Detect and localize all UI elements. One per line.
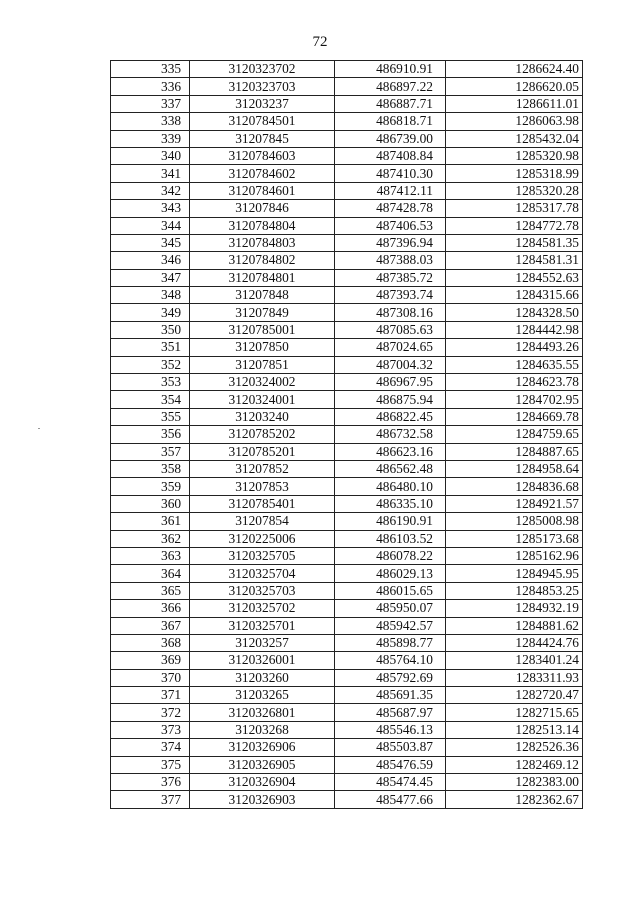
x-coordinate-cell: 486078.22: [335, 547, 446, 564]
point-code-cell: 31207852: [190, 460, 335, 477]
y-coordinate-cell: 1284424.76: [446, 634, 583, 651]
x-coordinate-cell: 487085.63: [335, 321, 446, 338]
x-coordinate-cell: 485476.59: [335, 756, 446, 773]
point-code-cell: 31207846: [190, 200, 335, 217]
y-coordinate-cell: 1284702.95: [446, 391, 583, 408]
y-coordinate-cell: 1284552.63: [446, 269, 583, 286]
x-coordinate-cell: 487412.11: [335, 182, 446, 199]
table-row: [111, 200, 583, 217]
y-coordinate-cell: 1285432.04: [446, 130, 583, 147]
row-number-cell: 336: [111, 78, 190, 95]
row-number-cell: 335: [111, 61, 190, 78]
row-number-cell: 340: [111, 147, 190, 164]
table-row: [111, 739, 583, 756]
row-number-cell: 366: [111, 600, 190, 617]
x-coordinate-cell: 487396.94: [335, 234, 446, 251]
y-coordinate-cell: 1285318.99: [446, 165, 583, 182]
table-row: [111, 547, 583, 564]
table-row: [111, 617, 583, 634]
point-code-cell: 31207850: [190, 339, 335, 356]
point-code-cell: 3120325701: [190, 617, 335, 634]
row-number-cell: 351: [111, 339, 190, 356]
table-row: [111, 78, 583, 95]
row-number-cell: 353: [111, 374, 190, 391]
x-coordinate-cell: 487388.03: [335, 252, 446, 269]
x-coordinate-cell: 487385.72: [335, 269, 446, 286]
point-code-cell: 31207853: [190, 478, 335, 495]
table-row: [111, 147, 583, 164]
coordinates-table: [110, 60, 583, 809]
table-row: [111, 774, 583, 791]
point-code-cell: 3120784603: [190, 147, 335, 164]
row-number-cell: 369: [111, 652, 190, 669]
y-coordinate-cell: 1284493.26: [446, 339, 583, 356]
row-number-cell: 345: [111, 234, 190, 251]
x-coordinate-cell: 486103.52: [335, 530, 446, 547]
point-code-cell: 3120784501: [190, 113, 335, 130]
row-number-cell: 355: [111, 408, 190, 425]
table-row: [111, 426, 583, 443]
row-number-cell: 377: [111, 791, 190, 808]
point-code-cell: 3120784801: [190, 269, 335, 286]
x-coordinate-cell: 485950.07: [335, 600, 446, 617]
point-code-cell: 3120225006: [190, 530, 335, 547]
x-coordinate-cell: 487408.84: [335, 147, 446, 164]
row-number-cell: 338: [111, 113, 190, 130]
row-number-cell: 374: [111, 739, 190, 756]
table-row: [111, 374, 583, 391]
x-coordinate-cell: 486887.71: [335, 95, 446, 112]
point-code-cell: 3120326001: [190, 652, 335, 669]
x-coordinate-cell: 487393.74: [335, 287, 446, 304]
row-number-cell: 337: [111, 95, 190, 112]
point-code-cell: 3120784802: [190, 252, 335, 269]
x-coordinate-cell: 485691.35: [335, 687, 446, 704]
point-code-cell: 3120325703: [190, 582, 335, 599]
point-code-cell: 3120324001: [190, 391, 335, 408]
x-coordinate-cell: 486739.00: [335, 130, 446, 147]
table-row: [111, 287, 583, 304]
table-row: [111, 582, 583, 599]
point-code-cell: 31203257: [190, 634, 335, 651]
row-number-cell: 350: [111, 321, 190, 338]
y-coordinate-cell: 1285173.68: [446, 530, 583, 547]
y-coordinate-cell: 1284669.78: [446, 408, 583, 425]
x-coordinate-cell: 486910.91: [335, 61, 446, 78]
table-row: [111, 130, 583, 147]
row-number-cell: 343: [111, 200, 190, 217]
point-code-cell: 3120325702: [190, 600, 335, 617]
point-code-cell: 3120785202: [190, 426, 335, 443]
row-number-cell: 376: [111, 774, 190, 791]
table-row: [111, 756, 583, 773]
x-coordinate-cell: 486335.10: [335, 495, 446, 512]
y-coordinate-cell: 1285320.28: [446, 182, 583, 199]
y-coordinate-cell: 1286620.05: [446, 78, 583, 95]
x-coordinate-cell: 487428.78: [335, 200, 446, 217]
y-coordinate-cell: 1284958.64: [446, 460, 583, 477]
coordinates-table-body: [111, 61, 583, 809]
row-number-cell: 360: [111, 495, 190, 512]
y-coordinate-cell: 1284853.25: [446, 582, 583, 599]
y-coordinate-cell: 1282715.65: [446, 704, 583, 721]
x-coordinate-cell: 487024.65: [335, 339, 446, 356]
y-coordinate-cell: 1282720.47: [446, 687, 583, 704]
x-coordinate-cell: 485474.45: [335, 774, 446, 791]
point-code-cell: 3120326904: [190, 774, 335, 791]
point-code-cell: 31207849: [190, 304, 335, 321]
y-coordinate-cell: 1283401.24: [446, 652, 583, 669]
row-number-cell: 347: [111, 269, 190, 286]
x-coordinate-cell: 485477.66: [335, 791, 446, 808]
table-row: [111, 182, 583, 199]
y-coordinate-cell: 1286611.01: [446, 95, 583, 112]
table-row: [111, 704, 583, 721]
x-coordinate-cell: 486967.95: [335, 374, 446, 391]
table-row: [111, 339, 583, 356]
x-coordinate-cell: 486897.22: [335, 78, 446, 95]
y-coordinate-cell: 1284581.31: [446, 252, 583, 269]
row-number-cell: 344: [111, 217, 190, 234]
x-coordinate-cell: 486029.13: [335, 565, 446, 582]
x-coordinate-cell: 486818.71: [335, 113, 446, 130]
row-number-cell: 346: [111, 252, 190, 269]
point-code-cell: 3120323703: [190, 78, 335, 95]
point-code-cell: 31207845: [190, 130, 335, 147]
y-coordinate-cell: 1285162.96: [446, 547, 583, 564]
row-number-cell: 367: [111, 617, 190, 634]
table-row: [111, 321, 583, 338]
row-number-cell: 370: [111, 669, 190, 686]
y-coordinate-cell: 1283311.93: [446, 669, 583, 686]
point-code-cell: 31203237: [190, 95, 335, 112]
table-row: [111, 61, 583, 78]
x-coordinate-cell: 486875.94: [335, 391, 446, 408]
y-coordinate-cell: 1282383.00: [446, 774, 583, 791]
point-code-cell: 3120325704: [190, 565, 335, 582]
x-coordinate-cell: 485792.69: [335, 669, 446, 686]
row-number-cell: 361: [111, 513, 190, 530]
row-number-cell: 372: [111, 704, 190, 721]
y-coordinate-cell: 1284581.35: [446, 234, 583, 251]
y-coordinate-cell: 1284945.95: [446, 565, 583, 582]
row-number-cell: 359: [111, 478, 190, 495]
point-code-cell: 3120785401: [190, 495, 335, 512]
y-coordinate-cell: 1284623.78: [446, 374, 583, 391]
y-coordinate-cell: 1282526.36: [446, 739, 583, 756]
table-row: [111, 234, 583, 251]
y-coordinate-cell: 1284772.78: [446, 217, 583, 234]
y-coordinate-cell: 1284315.66: [446, 287, 583, 304]
point-code-cell: 3120784803: [190, 234, 335, 251]
table-row: [111, 513, 583, 530]
table-row: [111, 721, 583, 738]
row-number-cell: 356: [111, 426, 190, 443]
point-code-cell: 3120784602: [190, 165, 335, 182]
row-number-cell: 357: [111, 443, 190, 460]
point-code-cell: 31203265: [190, 687, 335, 704]
x-coordinate-cell: 487406.53: [335, 217, 446, 234]
table-row: [111, 113, 583, 130]
point-code-cell: 3120784804: [190, 217, 335, 234]
table-row: [111, 460, 583, 477]
row-number-cell: 368: [111, 634, 190, 651]
row-number-cell: 371: [111, 687, 190, 704]
x-coordinate-cell: 486015.65: [335, 582, 446, 599]
x-coordinate-cell: 486822.45: [335, 408, 446, 425]
y-coordinate-cell: 1284887.65: [446, 443, 583, 460]
y-coordinate-cell: 1284881.62: [446, 617, 583, 634]
table-row: [111, 669, 583, 686]
table-row: [111, 408, 583, 425]
row-number-cell: 348: [111, 287, 190, 304]
table-row: [111, 356, 583, 373]
x-coordinate-cell: 485687.97: [335, 704, 446, 721]
table-row: [111, 634, 583, 651]
table-row: [111, 791, 583, 808]
table-row: [111, 391, 583, 408]
row-number-cell: 341: [111, 165, 190, 182]
row-number-cell: 362: [111, 530, 190, 547]
point-code-cell: 3120326801: [190, 704, 335, 721]
point-code-cell: 31207851: [190, 356, 335, 373]
row-number-cell: 349: [111, 304, 190, 321]
point-code-cell: 3120326905: [190, 756, 335, 773]
table-row: [111, 652, 583, 669]
x-coordinate-cell: 486623.16: [335, 443, 446, 460]
x-coordinate-cell: 486562.48: [335, 460, 446, 477]
row-number-cell: 354: [111, 391, 190, 408]
row-number-cell: 363: [111, 547, 190, 564]
table-row: [111, 217, 583, 234]
y-coordinate-cell: 1284328.50: [446, 304, 583, 321]
point-code-cell: 3120326906: [190, 739, 335, 756]
row-number-cell: 365: [111, 582, 190, 599]
row-number-cell: 352: [111, 356, 190, 373]
page-number: 72: [312, 34, 328, 50]
y-coordinate-cell: 1284635.55: [446, 356, 583, 373]
table-row: [111, 95, 583, 112]
row-number-cell: 375: [111, 756, 190, 773]
point-code-cell: 3120324002: [190, 374, 335, 391]
row-number-cell: 339: [111, 130, 190, 147]
margin-speck: [38, 428, 40, 429]
point-code-cell: 3120785201: [190, 443, 335, 460]
y-coordinate-cell: 1284921.57: [446, 495, 583, 512]
table-row: [111, 269, 583, 286]
x-coordinate-cell: 486480.10: [335, 478, 446, 495]
x-coordinate-cell: 485546.13: [335, 721, 446, 738]
point-code-cell: 31207848: [190, 287, 335, 304]
table-row: [111, 600, 583, 617]
row-number-cell: 364: [111, 565, 190, 582]
x-coordinate-cell: 486732.58: [335, 426, 446, 443]
y-coordinate-cell: 1282362.67: [446, 791, 583, 808]
y-coordinate-cell: 1282513.14: [446, 721, 583, 738]
row-number-cell: 373: [111, 721, 190, 738]
table-row: [111, 443, 583, 460]
y-coordinate-cell: 1286624.40: [446, 61, 583, 78]
point-code-cell: 3120325705: [190, 547, 335, 564]
point-code-cell: 31207854: [190, 513, 335, 530]
y-coordinate-cell: 1285317.78: [446, 200, 583, 217]
y-coordinate-cell: 1286063.98: [446, 113, 583, 130]
x-coordinate-cell: 487410.30: [335, 165, 446, 182]
table-row: [111, 252, 583, 269]
x-coordinate-cell: 485942.57: [335, 617, 446, 634]
point-code-cell: 3120784601: [190, 182, 335, 199]
x-coordinate-cell: 485764.10: [335, 652, 446, 669]
x-coordinate-cell: 485898.77: [335, 634, 446, 651]
x-coordinate-cell: 485503.87: [335, 739, 446, 756]
x-coordinate-cell: 487308.16: [335, 304, 446, 321]
x-coordinate-cell: 486190.91: [335, 513, 446, 530]
x-coordinate-cell: 487004.32: [335, 356, 446, 373]
point-code-cell: 3120323702: [190, 61, 335, 78]
y-coordinate-cell: 1284442.98: [446, 321, 583, 338]
row-number-cell: 342: [111, 182, 190, 199]
point-code-cell: 31203260: [190, 669, 335, 686]
y-coordinate-cell: 1284932.19: [446, 600, 583, 617]
table-row: [111, 495, 583, 512]
point-code-cell: 31203240: [190, 408, 335, 425]
table-row: [111, 165, 583, 182]
table-row: [111, 687, 583, 704]
y-coordinate-cell: 1284759.65: [446, 426, 583, 443]
point-code-cell: 31203268: [190, 721, 335, 738]
row-number-cell: 358: [111, 460, 190, 477]
point-code-cell: 3120326903: [190, 791, 335, 808]
table-row: [111, 565, 583, 582]
point-code-cell: 3120785001: [190, 321, 335, 338]
table-row: [111, 478, 583, 495]
y-coordinate-cell: 1285008.98: [446, 513, 583, 530]
table-row: [111, 530, 583, 547]
y-coordinate-cell: 1284836.68: [446, 478, 583, 495]
y-coordinate-cell: 1285320.98: [446, 147, 583, 164]
table-row: [111, 304, 583, 321]
y-coordinate-cell: 1282469.12: [446, 756, 583, 773]
